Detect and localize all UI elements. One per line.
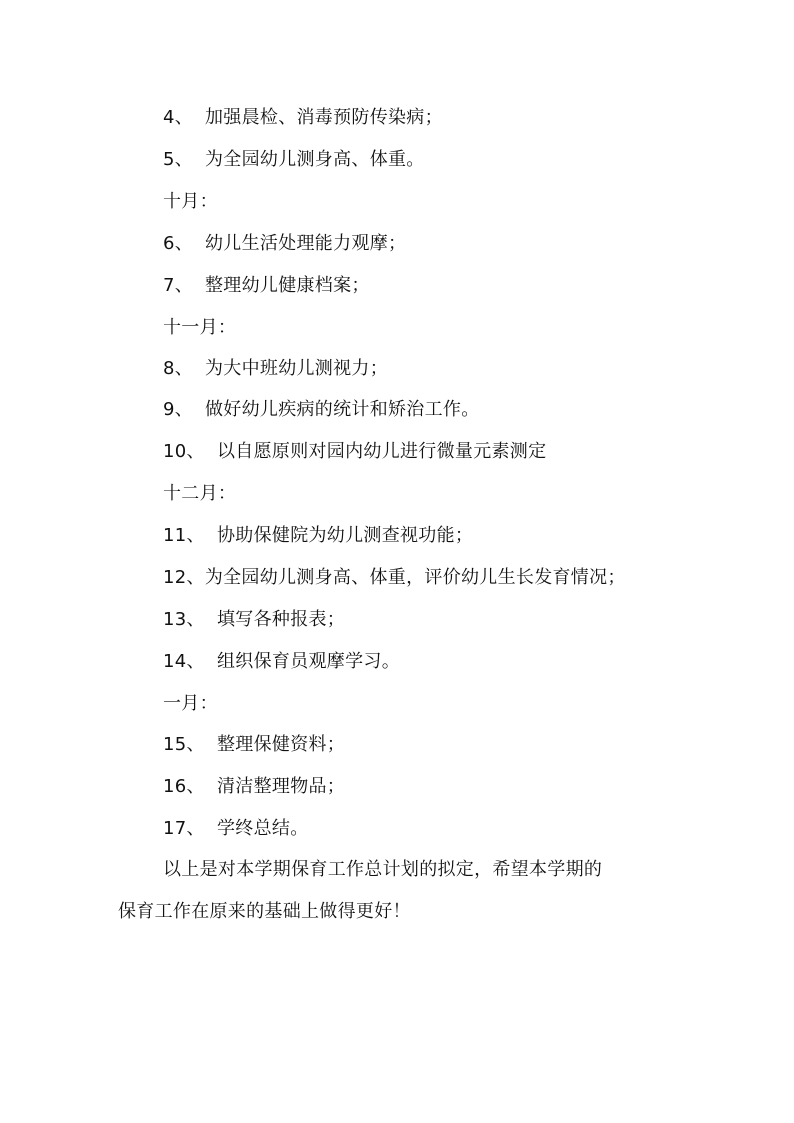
item-number: 5、 [163, 149, 194, 170]
item-text: 为大中班幼儿测视力； [205, 358, 388, 379]
item-text: 加强晨检、消毒预防传染病； [205, 107, 443, 128]
list-item [163, 733, 345, 757]
item-text: 清洁整理物品； [217, 776, 346, 797]
item-number: 15、 [163, 734, 205, 755]
item-number: 12、 [163, 567, 205, 588]
list-item [163, 274, 370, 298]
list-item [163, 148, 425, 172]
item-text: 以自愿原则对园内幼儿进行微量元素测定 [217, 441, 547, 462]
list-item [163, 608, 345, 632]
item-text: 整理保健资料； [217, 734, 346, 755]
item-number: 4、 [163, 107, 194, 128]
item-number: 17、 [163, 818, 205, 839]
list-item [163, 650, 400, 674]
item-text: 填写各种报表； [217, 609, 346, 630]
conclusion-line-2: 保育工作在原来的基础上做得更好！ [118, 901, 411, 922]
item-number: 7、 [163, 275, 194, 296]
list-item [163, 357, 388, 381]
list-item [163, 566, 626, 590]
conclusion-line-1: 以上是对本学期保育工作总计划的拟定，希望本学期的 [163, 859, 603, 880]
item-number: 14、 [163, 651, 205, 672]
item-number: 16、 [163, 776, 205, 797]
item-text: 协助保健院为幼儿测查视功能； [217, 525, 474, 546]
item-text: 做好幼儿疾病的统计和矫治工作。 [205, 399, 480, 420]
item-number: 11、 [163, 525, 205, 546]
item-text: 为全园幼儿测身高、体重。 [205, 149, 425, 170]
list-item [163, 106, 443, 130]
item-number: 6、 [163, 233, 194, 254]
item-number: 10、 [163, 441, 205, 462]
item-text: 整理幼儿健康档案； [205, 275, 370, 296]
month-heading: 十月： [163, 191, 218, 212]
month-heading: 十一月： [163, 317, 237, 338]
item-number: 9、 [163, 399, 194, 420]
month-heading: 一月： [163, 693, 218, 714]
list-item [163, 775, 345, 799]
month-heading: 十二月： [163, 483, 237, 504]
item-text: 幼儿生活处理能力观摩； [205, 233, 407, 254]
item-number: 8、 [163, 358, 194, 379]
item-text: 组织保育员观摩学习。 [217, 651, 400, 672]
list-item [163, 817, 309, 841]
list-item [163, 440, 546, 464]
item-text: 学终总结。 [217, 818, 309, 839]
list-item [163, 398, 480, 422]
list-item [163, 524, 473, 548]
list-item [163, 232, 406, 256]
item-text: 为全园幼儿测身高、体重，评价幼儿生长发育情况； [204, 567, 626, 588]
item-number: 13、 [163, 609, 205, 630]
